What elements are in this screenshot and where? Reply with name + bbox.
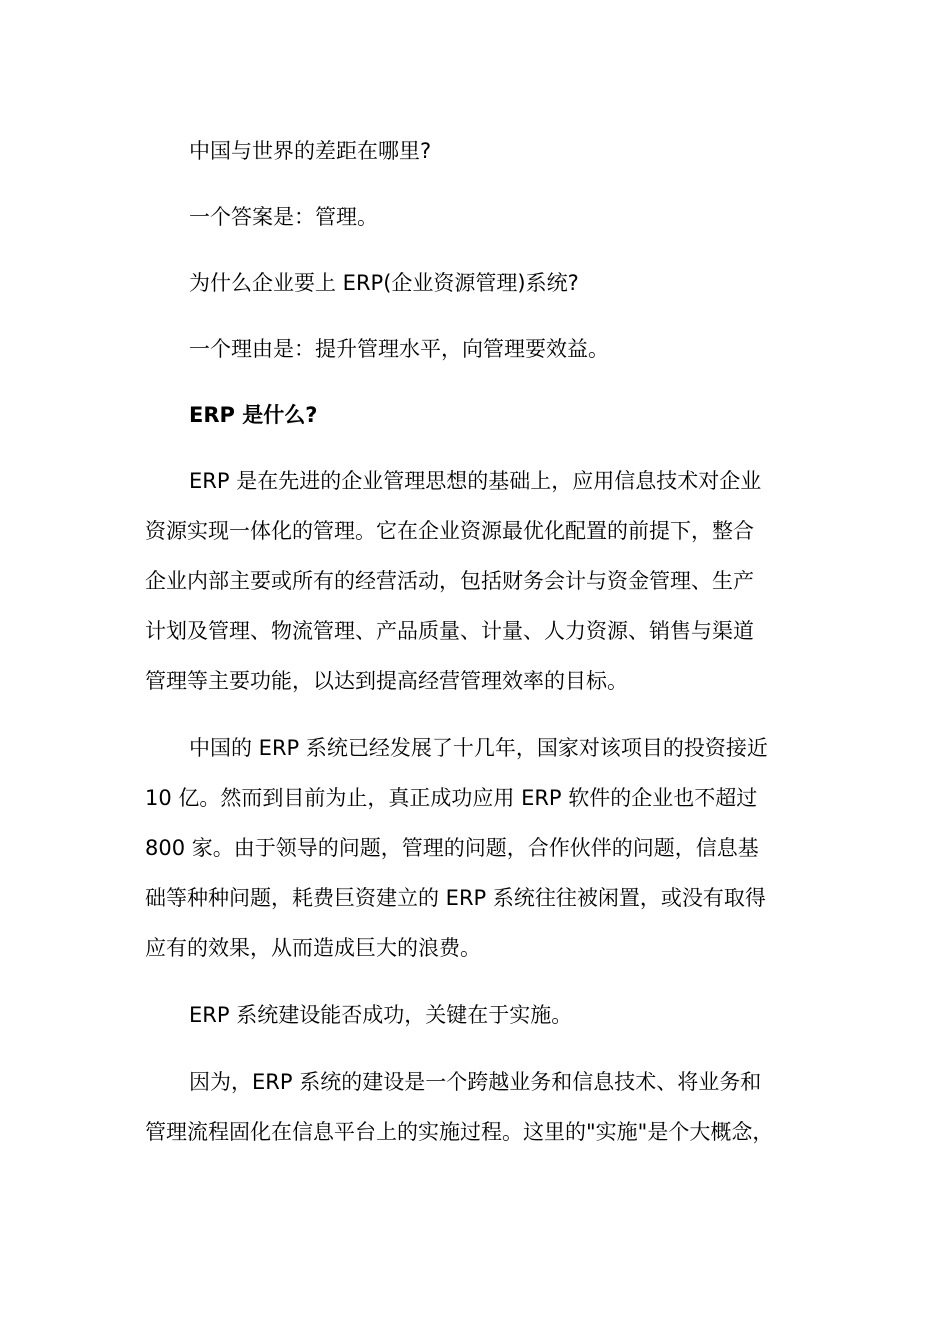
statement-implementation: ERP 系统建设能否成功，关键在于实施。 (189, 1003, 573, 1027)
paragraph-line: 因为，ERP 系统的建设是一个跨越业务和信息技术、将业务和 (189, 1070, 762, 1094)
paragraph-implementation (145, 1057, 805, 1157)
paragraph-erp-in-china (145, 723, 805, 973)
paragraph-line: 资源实现一体化的管理。它在企业资源最优化配置的前提下，整合 (145, 519, 754, 543)
answer-management: 一个答案是：管理。 (189, 205, 378, 229)
answer-reason: 一个理由是：提升管理水平，向管理要效益。 (189, 337, 609, 361)
document-body (145, 126, 805, 1157)
paragraph-line: 应有的效果，从而造成巨大的浪费。 (145, 936, 481, 960)
paragraph-line: 管理流程固化在信息平台上的实施过程。这里的"实施"是个大概念， (145, 1120, 774, 1144)
paragraph-line: ERP 是在先进的企业管理思想的基础上，应用信息技术对企业 (189, 469, 762, 493)
question-gap: 中国与世界的差距在哪里? (189, 139, 432, 163)
paragraph-line: 企业内部主要或所有的经营活动，包括财务会计与资金管理、生产 (145, 569, 754, 593)
paragraph-line: 10 亿。然而到目前为止，真正成功应用 ERP 软件的企业也不超过 (145, 786, 758, 810)
paragraph-line: 800 家。由于领导的问题，管理的问题，合作伙伴的问题，信息基 (145, 836, 759, 860)
paragraph-line: 中国的 ERP 系统已经发展了十几年，国家对该项目的投资接近 (189, 736, 768, 760)
paragraph-line: 计划及管理、物流管理、产品质量、计量、人力资源、销售与渠道 (145, 619, 754, 643)
section-heading: ERP 是什么? (189, 403, 318, 427)
question-why-erp: 为什么企业要上 ERP(企业资源管理)系统? (189, 271, 579, 295)
paragraph-line: 管理等主要功能，以达到提高经营管理效率的目标。 (145, 669, 628, 693)
paragraph-erp-definition (145, 456, 805, 706)
paragraph-line: 础等种种问题，耗费巨资建立的 ERP 系统往往被闲置，或没有取得 (145, 886, 766, 910)
